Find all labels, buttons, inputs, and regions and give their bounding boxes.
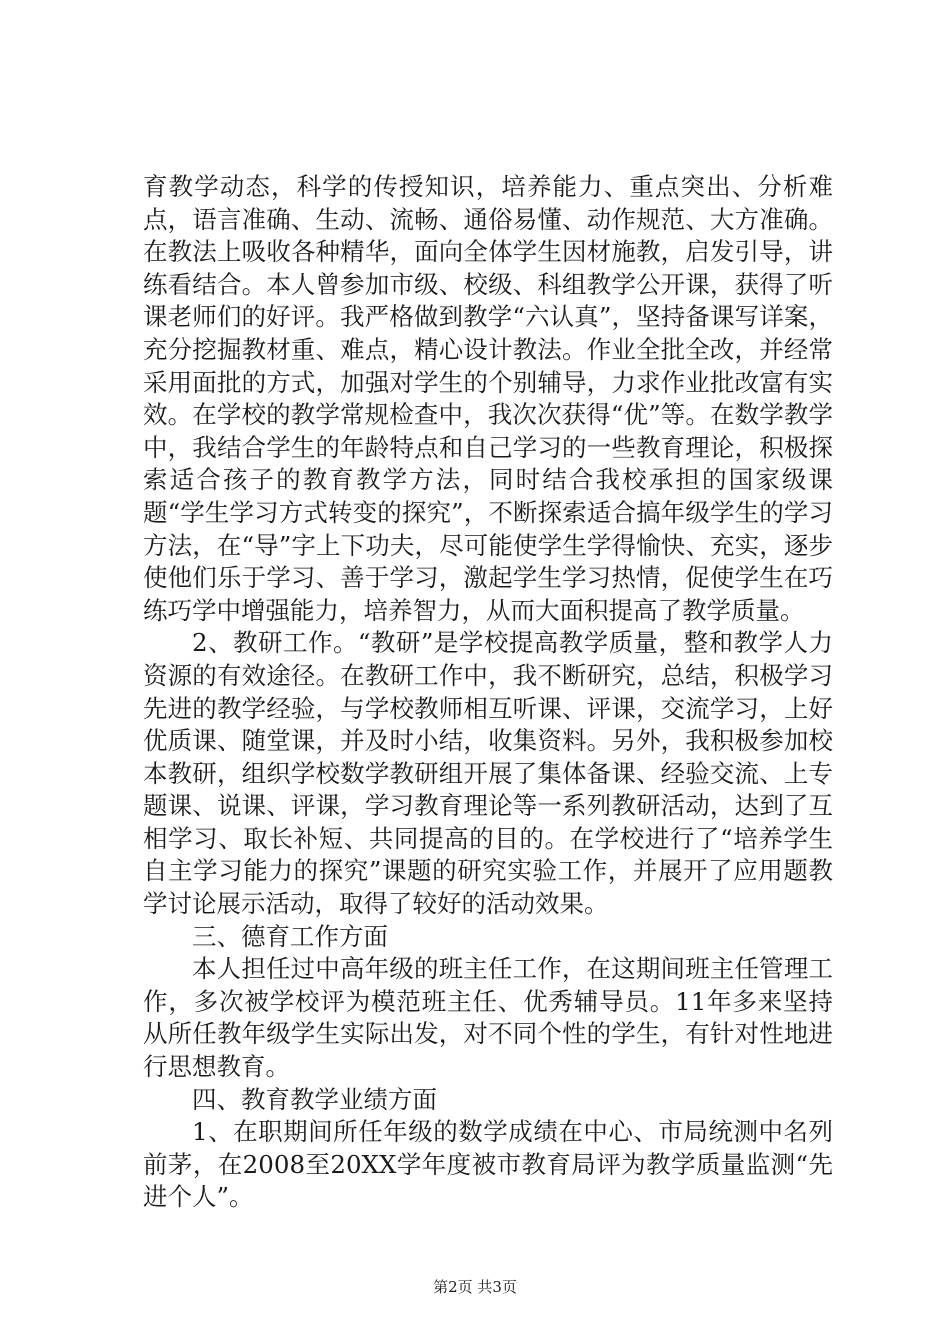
body-text	[143, 171, 833, 1214]
paragraph-teaching-methods: 育教学动态，科学的传授知识，培养能力、重点突出、分析难点，语言准确、生动、流畅、通俗易懂、动作规范、大方准确。在教法上吸收各种精华，面向全体学生因材施教，启发引导，讲练看结合。本人曾参加市级、校级、科组教学公开课，获得了听课老师们的好评。我严格做到教学“六认真”，坚持备课写详案，充分挖掘教材重、难点，精心设计教法。作业全批全改，并经常采用面批的方式，加强对学生的个别辅导，力求作业批改富有实效。在学校的教学常规检查中，我次次获得“优”等。在数学教学中，我结合学生的年龄特点和自己学习的一些教育理论，积极探索适合孩子的教育教学方法，同时结合我校承担的国家级课题“学生学习方式转变的探究”，不断探索适合搞年级学生的学习方法，在“导”字上下功夫，尽可能使学生学得愉快、充实，逐步使他们乐于学习、善于学习，激起学生学习热情，促使学生在巧练巧学中增强能力，培养智力，从而大面积提高了教学质量。	[143, 172, 833, 625]
paragraph-teaching-research: 2、教研工作。“教研”是学校提高教学质量，整和教学人力资源的有效途径。在教研工作中，我不断研究，总结，积极学习先进的教学经验，与学校教师相互听课、评课，交流学习，上好优质课、随堂课，并及时小结，收集资料。另外，我积极参加校本教研，组织学校数学教研组开展了集体备课、经验交流、上专题课、说课、评课，学习教育理论等一系列教研活动，达到了互相学习、取长补短、共同提高的目的。在学校进行了“培养学生自主学习能力的探究”课题的研究实验工作，并展开了应用题教学讨论展示活动，取得了较好的活动效果。	[143, 628, 833, 919]
heading-moral-education: 三、德育工作方面	[192, 921, 388, 951]
paragraph-math-results: 1、在职期间所任年级的数学成绩在中心、市局统测中名列前茅，在2008至20XX学年度被市教育局评为教学质量监测“先进个人”。	[143, 1117, 833, 1212]
page-number-footer: 第2页 共3页	[433, 1278, 517, 1296]
heading-teaching-achievements: 四、教育教学业绩方面	[192, 1084, 437, 1114]
paragraph-class-teacher: 本人担任过中高年级的班主任工作，在这期间班主任管理工作，多次被学校评为模范班主任、优秀辅导员。11年多来坚持从所任教年级学生实际出发，对不同个性的学生，有针对性地进行思想教育。	[143, 954, 833, 1082]
